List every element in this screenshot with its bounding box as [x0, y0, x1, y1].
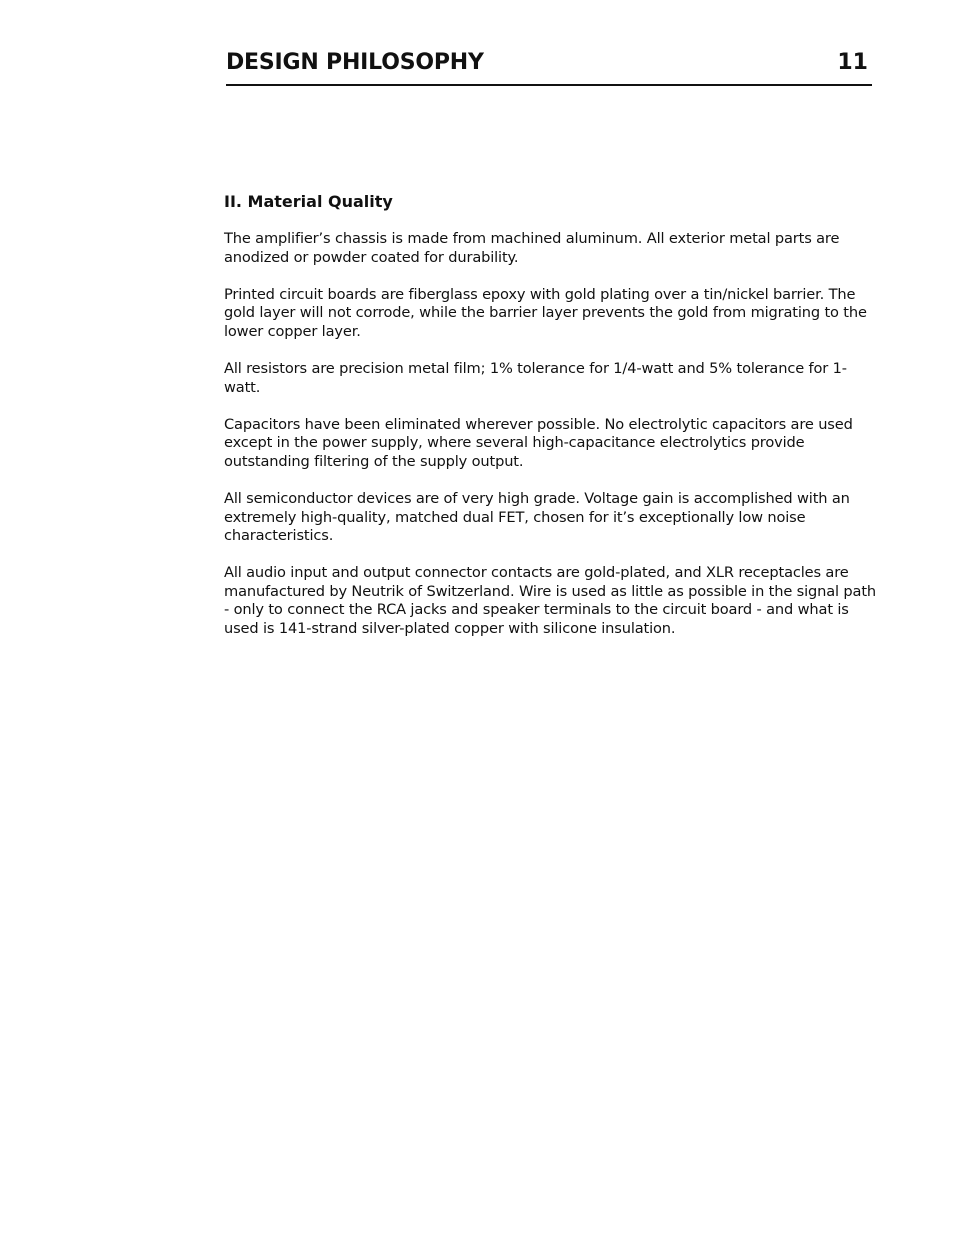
paragraph-connectors: All audio input and output connector contacts are gold-plated, and XLR receptacles are manufactured by Neutrik of Switzerland. Wire is used as little as possible in the signal path - only to connect the RCA jacks and speaker terminals to the circuit board - and what is used is 141-strand silver-plated copper with silicone insulation. [224, 564, 876, 637]
paragraph-chassis: The amplifier’s chassis is made from machined aluminum. All exterior metal parts are anodized or powder coated for durability. [224, 230, 840, 266]
header-title: DESIGN PHILOSOPHY [226, 50, 484, 75]
main-content [224, 190, 878, 657]
paragraph-capacitors: Capacitors have been eliminated wherever possible. No electrolytic capacitors are used except in the power supply, where several high-capacitance electrolytics provide outstanding filtering of the supply output. [224, 415, 853, 470]
page-number: 11 [837, 50, 868, 75]
page-header [226, 48, 872, 86]
paragraph-resistors: All resistors are precision metal film; 1% tolerance for 1/4-watt and 5% tolerance for 1-watt. [224, 359, 847, 396]
section-heading: II. Material Quality [224, 192, 393, 211]
paragraph-semiconductors: All semiconductor devices are of very high grade. Voltage gain is accomplished with an extremely high-quality, matched dual FET, chosen for it’s exceptionally low noise characteristics. [224, 489, 850, 545]
paragraph-circuit-boards: Printed circuit boards are fiberglass epoxy with gold plating over a tin/nickel barrier. The gold layer will not corrode, while the barrier layer prevents the gold from migrating to the lower copper layer. [224, 285, 867, 340]
